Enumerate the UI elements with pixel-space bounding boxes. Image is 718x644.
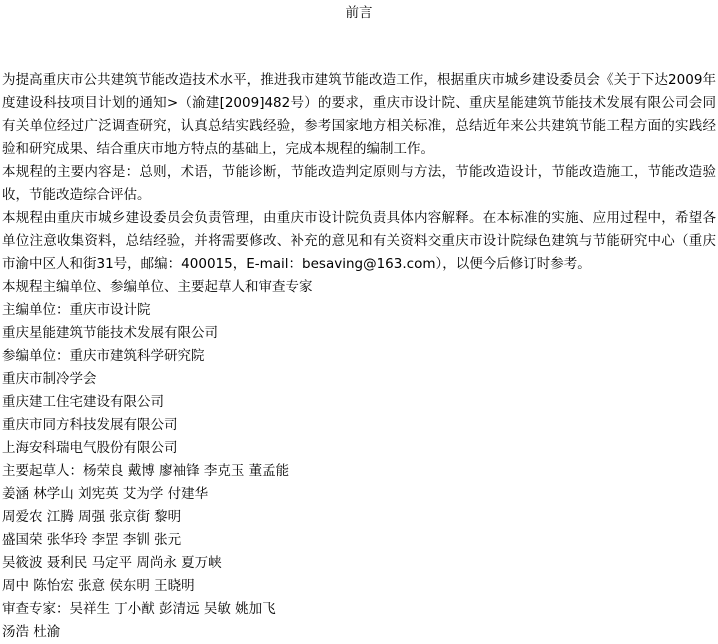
list-line-drafters-4: 盛国荣 张华玲 李罡 李钏 张元 [2,532,182,548]
content-paragraph: 本规程的主要内容是：总则，术语，节能诊断，节能改造判定原则与方法，节能改造设计，节能改造施工，节能改造验收，节能改造综合评估。 [2,164,716,203]
list-line-drafters-5: 吴筱波 聂利民 马定平 周尚永 夏万峡 [2,555,222,571]
list-line-reviewers: 审查专家：吴祥生 丁小猷 彭清远 吴敏 姚加飞 [2,601,276,617]
list-line-participating-unit-5: 上海安科瑞电气股份有限公司 [2,440,178,456]
management-paragraph: 本规程由重庆市城乡建设委员会负责管理，由重庆市设计院负责具体内容解释。在本标准的实施、应用过程中，希望各单位注意收集资料，总结经验，并将需要修改、补充的意见和有关资料交重庆市设计院绿色建筑与节能研究中心（重庆市渝中区人和街31号，邮编：400015，E-mail：besaving@163.com），以便今后修订时参考。 [2,210,716,272]
title-spacer [2,25,716,69]
list-line-chief-unit-2: 重庆星能建筑节能技术发展有限公司 [2,325,218,341]
document-page [0,2,718,640]
list-line-reviewers-2: 汤浩 杜渝 [2,624,61,640]
document-title: 前言 [345,5,373,21]
list-line-participating-unit-3: 重庆建工住宅建设有限公司 [2,394,164,410]
intro-paragraph: 为提高重庆市公共建筑节能改造技术水平，推进我市建筑节能改造工作，根据重庆市城乡建设委员会《关于下达2009年度建设科技项目计划的通知>（渝建[2009]482号）的要求，重庆市设计院、重庆星能建筑节能技术发展有限公司会同有关单位经过广泛调查研究，认真总结实践经验，参考国家地方相关标准，总结近年来公共建筑节能工程方面的实践经验和研究成果、结合重庆市地方特点的基础上，完成本规程的编制工作。 [2,72,716,157]
list-line-heading: 本规程主编单位、参编单位、主要起草人和审查专家 [2,279,313,295]
list-line-drafters: 主要起草人：杨荣良 戴博 廖袖锋 李克玉 董孟能 [2,463,290,479]
list-line-participating-unit-2: 重庆市制冷学会 [2,371,97,387]
list-line-participating-unit-4: 重庆市同方科技发展有限公司 [2,417,178,433]
list-line-participating-unit: 参编单位：重庆市建筑科学研究院 [2,348,205,364]
list-line-drafters-3: 周爱农 江腾 周强 张京街 黎明 [2,509,182,525]
list-line-drafters-2: 姜涵 林学山 刘宪英 艾为学 付建华 [2,486,209,502]
list-line-chief-unit: 主编单位：重庆市设计院 [2,302,151,318]
list-line-drafters-6: 周中 陈怡宏 张意 侯东明 王晓明 [2,578,195,594]
